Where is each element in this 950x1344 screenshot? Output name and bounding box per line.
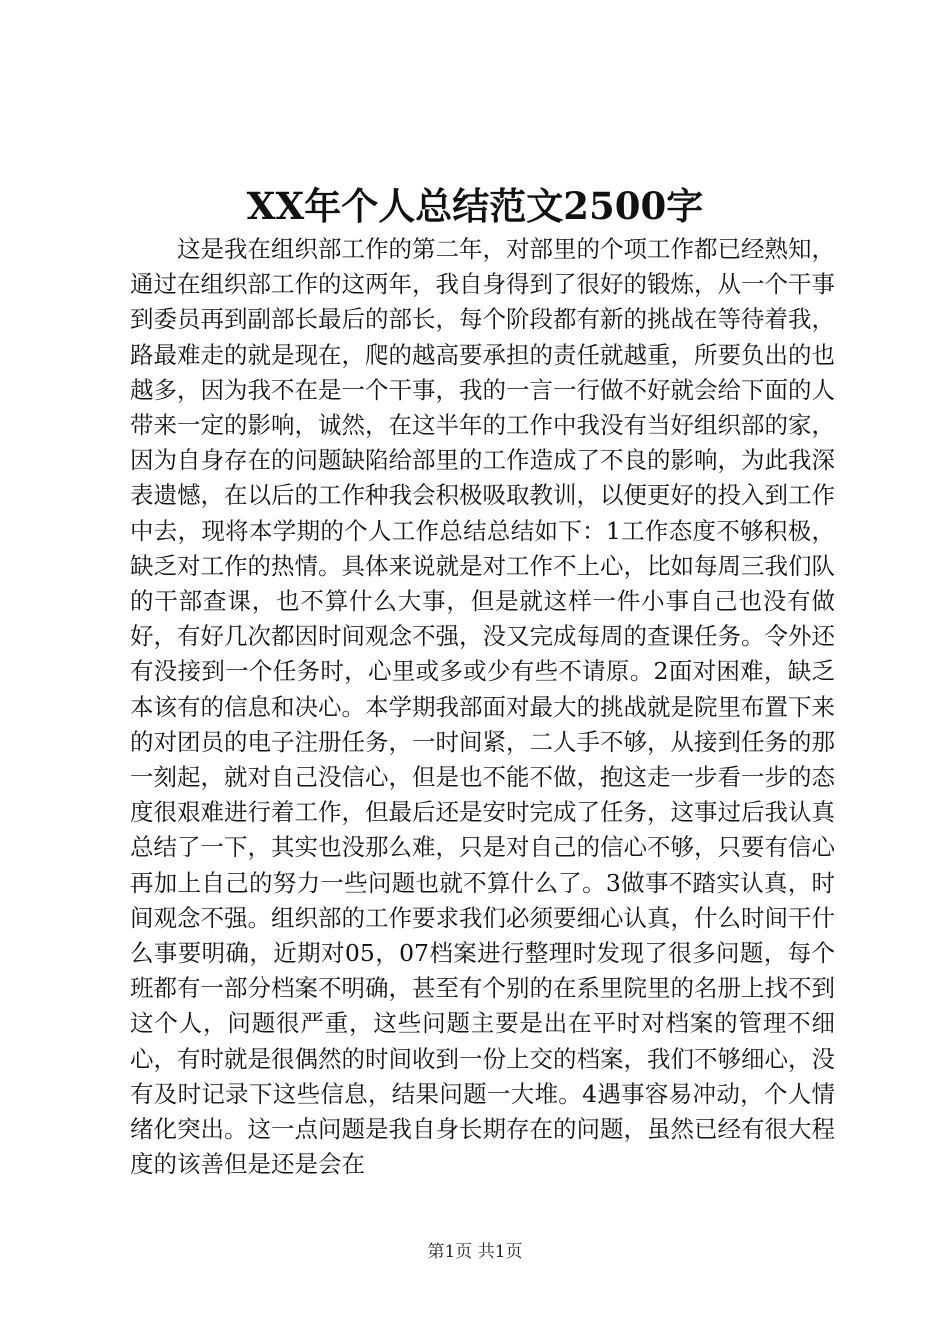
document-body: 这是我在组织部工作的第二年，对部里的个项工作都已经熟知，通过在组织部工作的这两年，我自身得到了很好的锻炼，从一个干事到委员再到副部长最后的部长，每个阶段都有新的挑战在等待着我，路最难走的就是现在，爬的越高要承担的责任就越重，所要负出的也越多，因为我不在是一个干事，我的一言一行做不好就会给下面的人带来一定的影响，诚然，在这半年的工作中我没有当好组织部的家，因为自身存在的问题缺陷给部里的工作造成了不良的影响，为此我深表遗憾，在以后的工作种我会积极吸取教训，以便更好的投入到工作中去，现将本学期的个人工作总结总结如下：1工作态度不够积极，缺乏对工作的热情。具体来说就是对工作不上心，比如每周三我们队的干部查课，也不算什么大事，但是就这样一件小事自己也没有做好，有好几次都因时间观念不强，没又完成每周的查课任务。令外还有没接到一个任务时，心里或多或少有些不请原。2面对困难，缺乏本该有的信息和决心。本学期我部面对最大的挑战就是院里布置下来的对团员的电子注册任务，一时间紧，二人手不够，从接到任务的那一刻起，就对自己没信心，但是也不能不做，抱这走一步看一步的态度很艰难进行着工作，但最后还是安时完成了任务，这事过后我认真总结了一下，其实也没那么难，只是对自己的信心不够，只要有信心再加上自己的努力一些问题也就不算什么了。3做事不踏实认真，时间观念不强。组织部的工作要求我们必须要细心认真，什么时间干什么事要明确，近期对05，07档案进行整理时发现了很多问题，每个班都有一部分档案不明确，甚至有个别的在系里院里的名册上找不到这个人，问题很严重，这些问题主要是出在平时对档案的管理不细心，有时就是很偶然的时间收到一份上交的档案，我们不够细心，没有及时记录下这些信息，结果问题一大堆。4遇事容易冲动，个人情绪化突出。这一点问题是我自身长期存在的问题，虽然已经有很大程度的该善但是还是会在 (130, 235, 835, 1179)
document-title: XX年个人总结范文2500字 (246, 184, 704, 228)
page-footer: 第1页 共1页 (427, 1242, 523, 1262)
